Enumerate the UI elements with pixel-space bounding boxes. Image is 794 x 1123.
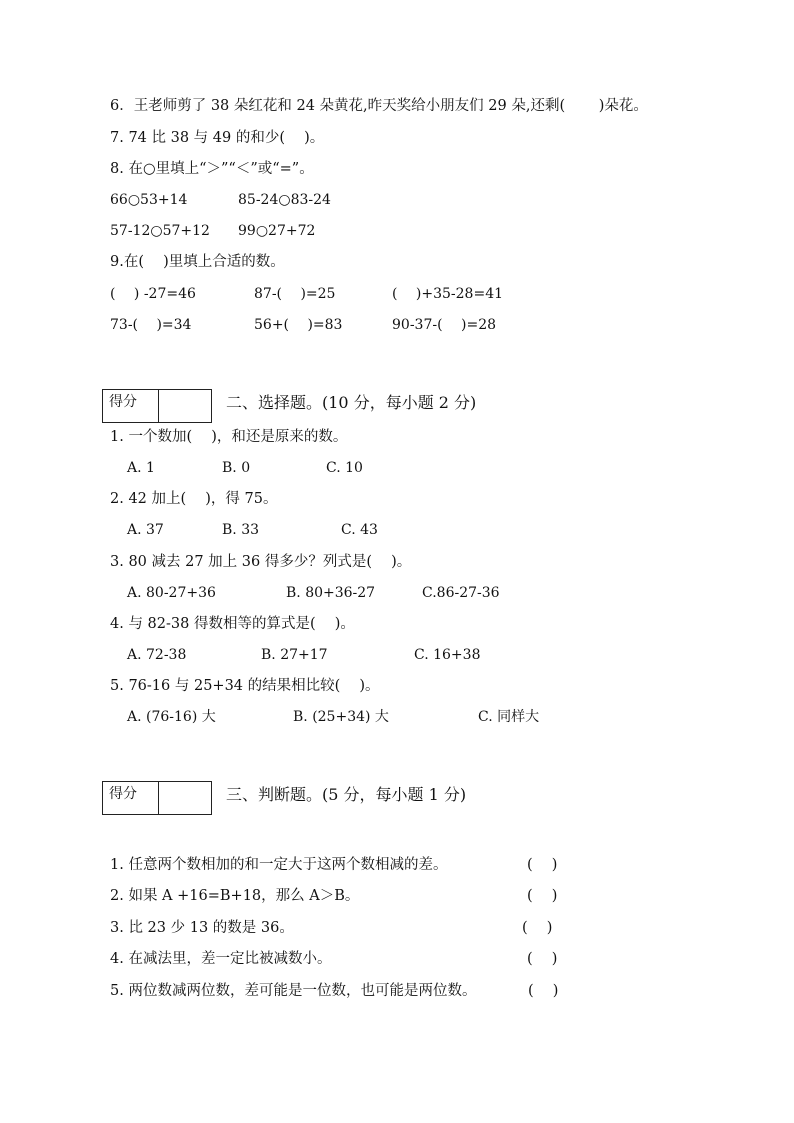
choice-option: C. 16+38 <box>414 647 481 663</box>
score-label: 得分 <box>109 786 137 802</box>
choice-question: 4. 与 82-38 得数相等的算式是( )。 <box>110 616 355 632</box>
compare-item: 66○53+14 <box>110 192 188 208</box>
fill-item: ( ) -27=46 <box>110 286 196 302</box>
question-7: 7. 74 比 38 与 49 的和少( )。 <box>110 130 325 146</box>
choice-option: A. (76-16) 大 <box>127 709 216 725</box>
choice-question: 1. 一个数加( )，和还是原来的数。 <box>110 429 348 445</box>
section-title-choice: 二、选择题。(10 分，每小题 2 分) <box>226 393 477 412</box>
compare-item: 85-24○83-24 <box>238 192 331 208</box>
answer-paren: ( ) <box>527 888 558 904</box>
choice-option: A. 72-38 <box>127 647 187 663</box>
answer-paren: ( ) <box>527 951 558 967</box>
choice-option: A. 1 <box>127 460 155 476</box>
fill-item: 56+( )=83 <box>254 317 343 333</box>
section-title-judge: 三、判断题。(5 分，每小题 1 分) <box>226 785 467 804</box>
fill-item: 87-( )=25 <box>254 286 336 302</box>
choice-option: C. 同样大 <box>478 709 540 725</box>
choice-option: A. 80-27+36 <box>127 585 216 601</box>
choice-option: A. 37 <box>127 522 164 538</box>
score-box <box>102 781 212 815</box>
choice-option: B. 80+36-27 <box>286 585 376 601</box>
judge-question: 1. 任意两个数相加的和一定大于这两个数相减的差。 <box>110 857 448 873</box>
choice-option: B. 27+17 <box>261 647 328 663</box>
choice-question: 5. 76-16 与 25+34 的结果相比较( )。 <box>110 678 380 694</box>
fill-item: ( )+35-28=41 <box>392 286 504 302</box>
choice-option: C.86-27-36 <box>422 585 500 601</box>
score-label: 得分 <box>109 394 137 410</box>
choice-option: C. 43 <box>341 522 378 538</box>
compare-item: 99○27+72 <box>238 223 316 239</box>
score-box <box>102 389 212 423</box>
choice-option: B. 0 <box>222 460 251 476</box>
answer-paren: ( ) <box>522 920 553 936</box>
choice-option: C. 10 <box>326 460 363 476</box>
judge-question: 3. 比 23 少 13 的数是 36。 <box>110 920 294 936</box>
judge-question: 4. 在减法里，差一定比被减数小。 <box>110 951 332 967</box>
score-divider <box>158 390 159 422</box>
choice-question: 2. 42 加上( )，得 75。 <box>110 491 278 507</box>
score-divider <box>158 782 159 814</box>
choice-option: B. (25+34) 大 <box>293 709 389 725</box>
choice-question: 3. 80 减去 27 加上 36 得多少？列式是( )。 <box>110 554 412 570</box>
answer-paren: ( ) <box>527 857 558 873</box>
compare-item: 57-12○57+12 <box>110 223 210 239</box>
question-9: 9.在( )里填上合适的数。 <box>110 254 285 270</box>
question-6: 6．王老师剪了 38 朵红花和 24 朵黄花,昨天奖给小朋友们 29 朵,还剩( )朵花。 <box>110 98 648 114</box>
answer-paren: ( ) <box>528 983 559 999</box>
fill-item: 73-( )=34 <box>110 317 192 333</box>
fill-item: 90-37-( )=28 <box>392 317 497 333</box>
judge-question: 5. 两位数减两位数，差可能是一位数，也可能是两位数。 <box>110 983 477 999</box>
choice-option: B. 33 <box>222 522 260 538</box>
judge-question: 2. 如果 A +16=B+18，那么 A＞B。 <box>110 888 360 904</box>
question-8: 8. 在○里填上“＞”“＜”或“=”。 <box>110 161 314 177</box>
